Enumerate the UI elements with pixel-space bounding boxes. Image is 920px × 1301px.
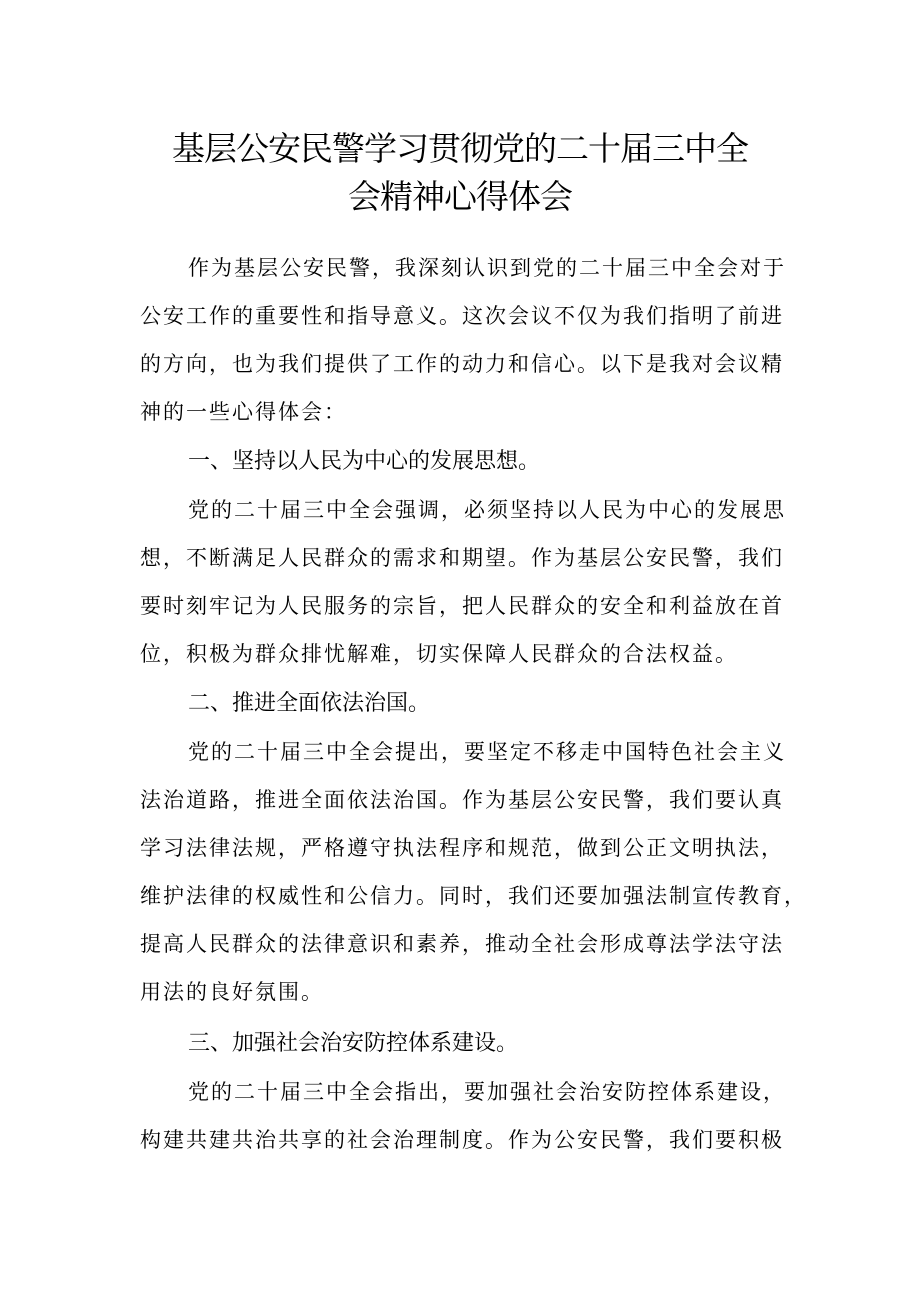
document-title-line-1: 基层公安民警学习贯彻党的二十届三中全 — [172, 129, 748, 168]
section-heading: 二、推进全面依法治国。 — [188, 691, 431, 716]
section-heading: 三、加强社会治安防控体系建设。 — [188, 1031, 519, 1056]
section-line: 党的二十届三中全会提出，要坚定不移走中国特色社会主义 — [188, 740, 786, 764]
section-heading: 一、坚持以人民为中心的发展思想。 — [188, 449, 541, 474]
section-line: 党的二十届三中全会强调，必须坚持以人民为中心的发展思 — [188, 498, 786, 522]
section-line: 维护法律的权威性和公信力。同时，我们还要加强法制宣传教育， — [140, 884, 807, 908]
section-line: 想，不断满足人民群众的需求和期望。作为基层公安民警，我们 — [140, 546, 784, 570]
section-line: 要时刻牢记为人民服务的宗旨，把人民群众的安全和利益放在首 — [140, 594, 784, 618]
intro-line: 公安工作的重要性和指导意义。这次会议不仅为我们指明了前进 — [140, 304, 784, 328]
section-line: 提高人民群众的法律意识和素养，推动全社会形成尊法学法守法 — [140, 932, 784, 956]
intro-line: 的方向，也为我们提供了工作的动力和信心。以下是我对会议精 — [140, 352, 784, 376]
section-line: 位，积极为群众排忧解难，切实保障人民群众的合法权益。 — [140, 642, 738, 666]
section-line: 用法的良好氛围。 — [140, 980, 324, 1004]
section-line: 党的二十届三中全会指出，要加强社会治安防控体系建设， — [188, 1080, 786, 1104]
section-line: 法治道路，推进全面依法治国。作为基层公安民警，我们要认真 — [140, 788, 784, 812]
section-line: 学习法律法规，严格遵守执法程序和规范，做到公正文明执法， — [140, 836, 784, 860]
document-title-line-2: 会精神心得体会 — [348, 177, 572, 216]
intro-line: 作为基层公安民警，我深刻认识到党的二十届三中全会对于 — [188, 256, 786, 280]
intro-line: 神的一些心得体会： — [140, 400, 347, 424]
section-line: 构建共建共治共享的社会治理制度。作为公安民警，我们要积极 — [140, 1128, 784, 1152]
